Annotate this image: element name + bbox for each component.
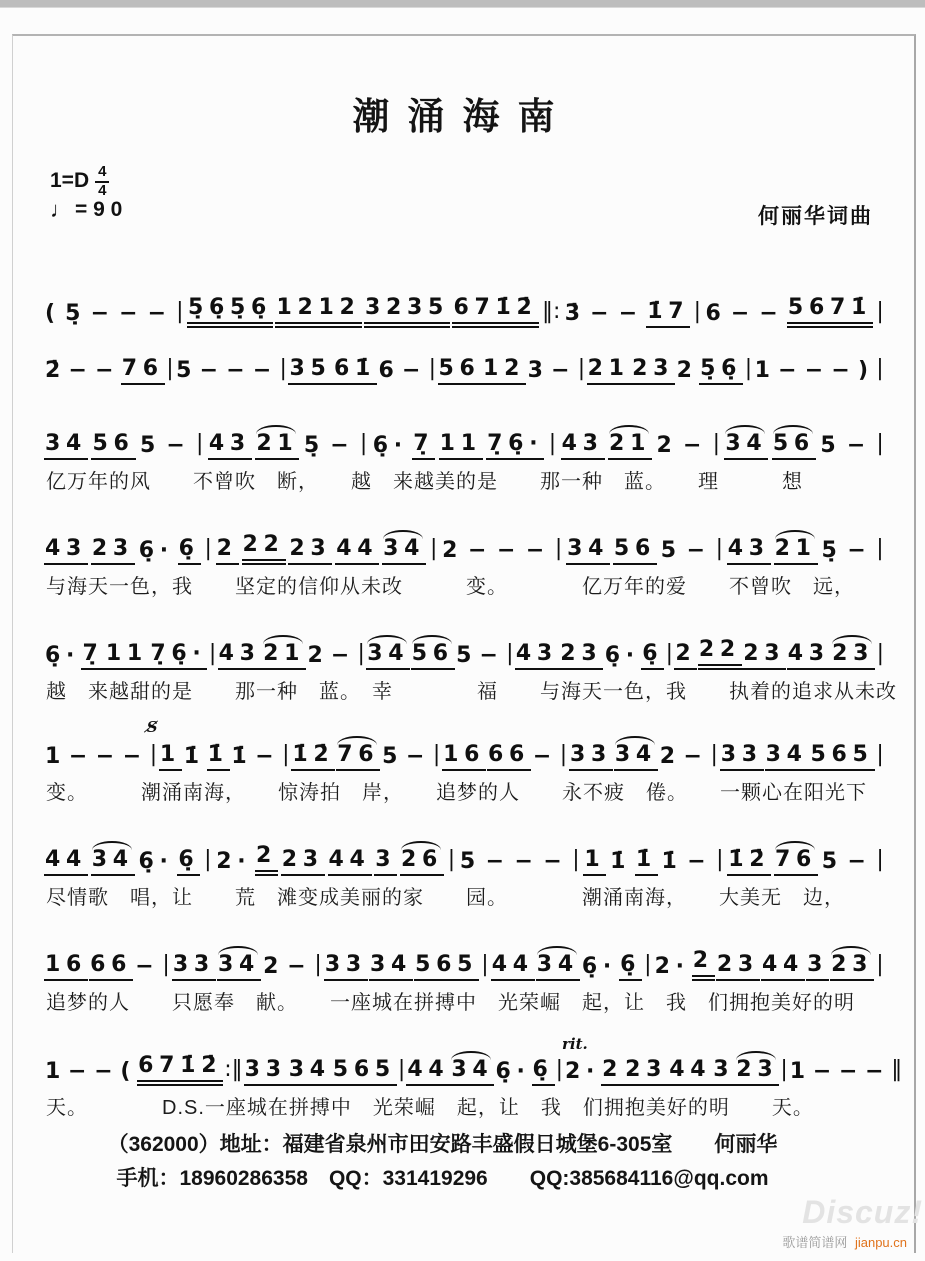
notation-line [44, 419, 885, 460]
barline: | [196, 431, 204, 456]
note: 6̣ [641, 643, 664, 670]
note: 2 [307, 643, 329, 668]
note: 2 [674, 643, 697, 670]
note: 26 [400, 849, 444, 876]
notation-line [44, 520, 885, 565]
note: 565 [414, 954, 479, 981]
note: 2 [255, 845, 278, 876]
note: 34 [369, 954, 413, 981]
barline: | [428, 356, 437, 381]
note: 56 [772, 433, 816, 460]
barline: | [876, 431, 884, 456]
note: 6̣ [532, 1059, 555, 1086]
footer-address: （362000）地址：福建省泉州市田安路丰盛假日城堡6-305室 何丽华 [107, 1133, 778, 1156]
lyrics-line: 追梦的人 只愿奉 献。 一座城在拼搏中 光荣崛 起，让 我 们拥抱美好的明 [46, 992, 855, 1014]
note: 23 [91, 538, 135, 565]
barline: | [554, 536, 563, 561]
barline: | [876, 299, 884, 324]
note: 1̇7 [646, 301, 690, 328]
note: 1̇ [635, 849, 658, 876]
note: 2 [601, 1059, 624, 1086]
barline: | [314, 952, 322, 977]
notation-line [44, 718, 885, 771]
tempo-value: = 9 0 [75, 198, 123, 221]
note: 3 [527, 358, 549, 383]
note: 2· [216, 849, 252, 874]
barline: | [204, 536, 212, 561]
note: 1̇ [231, 744, 253, 769]
note: − [778, 358, 803, 383]
note: 1̇ [207, 744, 230, 771]
notation-line [44, 1035, 903, 1086]
note: 23 [735, 1059, 779, 1086]
note: 11 [105, 643, 149, 670]
note: − [485, 849, 510, 874]
note: − [166, 433, 191, 458]
note: 565 [809, 744, 874, 771]
note: − [759, 301, 784, 326]
note: 5̣ [303, 433, 325, 458]
note: 6̣· [604, 643, 640, 668]
note: 22 [242, 534, 286, 565]
note: − [330, 433, 355, 458]
note: 44 [335, 538, 379, 565]
note: 56 [438, 358, 482, 385]
note: 5 [820, 433, 842, 458]
barline: | [876, 952, 884, 977]
barline: | [876, 847, 884, 872]
note: 5 [459, 849, 481, 874]
note: 66 [487, 744, 531, 771]
note: 33 [569, 744, 613, 771]
barline: | [429, 536, 438, 561]
note: 61̇ [333, 358, 377, 385]
note: 1 [789, 1059, 811, 1084]
note: 5̣ [821, 538, 843, 563]
note: 21 [774, 538, 818, 565]
note: 34 [44, 433, 88, 460]
note: 23 [559, 643, 603, 670]
note: 11 [439, 433, 483, 460]
site-url: jianpu.cn [854, 1235, 907, 1250]
barline: | [572, 847, 580, 872]
contact-footer [40, 1128, 845, 1195]
note: 6̣· [45, 643, 81, 668]
note: 56 [91, 433, 135, 460]
note: 2· [654, 954, 690, 979]
barline: | [282, 742, 290, 767]
note: 6̣ [619, 954, 642, 981]
notation-line [44, 344, 885, 385]
barline: | [559, 742, 568, 767]
barline: | [166, 356, 174, 381]
note: − [847, 538, 872, 563]
note: 671̇2̇ [137, 1055, 223, 1086]
note: 34 [724, 433, 768, 460]
note: ) [857, 358, 874, 383]
note: 3̇ [564, 301, 586, 326]
note: − [95, 358, 120, 383]
note: − [90, 301, 115, 326]
barline: | [665, 641, 674, 666]
barline: | [716, 847, 724, 872]
note: 56 [613, 538, 657, 565]
note: 5671̇ [787, 297, 873, 328]
note: − [730, 301, 756, 326]
note: − [119, 301, 144, 326]
note: 7̣6̣· [149, 643, 207, 670]
note: − [226, 358, 251, 383]
barline: | [162, 952, 170, 977]
note: 1 [45, 1059, 67, 1084]
barline: | [357, 641, 365, 666]
note: 43 [208, 433, 252, 460]
note: 5̣6̣5̣6̣ [187, 297, 273, 328]
note: − [199, 358, 224, 383]
barline: | [712, 431, 720, 456]
note: 2· rit. [562, 1035, 601, 1084]
barline: | [710, 742, 718, 767]
note: − [94, 1059, 119, 1084]
note: 23 [831, 643, 875, 670]
note: − [330, 643, 356, 668]
note: 6̣· [138, 538, 174, 563]
score-line [44, 625, 897, 704]
note: 35 [288, 358, 332, 385]
note: 43 [787, 643, 831, 670]
note: − [68, 744, 93, 769]
note: 1 [754, 358, 776, 383]
lyrics-line: 越 来越甜的是 那一种 蓝。 幸 福 与海天一色，我 执着的追求从未改 [46, 681, 897, 703]
score [44, 283, 903, 1146]
note: 1 [45, 744, 67, 769]
note: − [846, 433, 871, 458]
score-line [44, 520, 885, 599]
composer-credit: 何丽华词曲 [758, 205, 873, 228]
note: 44 [491, 954, 535, 981]
barline: | [447, 847, 456, 872]
site-watermark [782, 1232, 907, 1251]
note: 6 [705, 301, 727, 326]
barline: | [208, 641, 217, 666]
note: 23 [288, 538, 332, 565]
note: 34 [566, 538, 610, 565]
note: − [847, 849, 872, 874]
score-line [44, 283, 885, 328]
note: − [122, 744, 147, 769]
note: − [287, 954, 312, 979]
lyrics-line: 尽情歌 唱，让 荒 滩变成美丽的家 园。 潮涌南海， 大美无 边， [46, 887, 845, 909]
note: − [252, 358, 278, 383]
score-line [44, 718, 885, 805]
note: − [618, 301, 643, 326]
note: − [683, 744, 708, 769]
score-line [44, 344, 885, 385]
note: 12 [482, 358, 526, 385]
lyrics-line: 与海天一色，我 坚定的信仰从未改 变。 亿万年的爱 不曾吹 远， [46, 576, 855, 598]
note: − [479, 643, 504, 668]
note: − [831, 358, 856, 383]
discuz-watermark: Discuz! [802, 1194, 923, 1230]
barline: | [506, 641, 514, 666]
note: 43 [727, 538, 771, 565]
barline: | [176, 299, 184, 324]
note: − [532, 744, 557, 769]
note: 7̣6̣· [486, 433, 544, 460]
lyrics-line: 亿万年的风 不曾吹 断， 越 来越美的是 那一种 蓝。 理 想 [46, 471, 803, 493]
barline: | [397, 1057, 406, 1082]
note: ( [120, 1059, 137, 1084]
note: 44 [328, 849, 372, 876]
barline: | [876, 742, 884, 767]
note: 2 [263, 954, 285, 979]
note: − [514, 849, 539, 874]
note: 7̣ [412, 433, 435, 460]
note: 1̇ [183, 744, 205, 769]
note: 671̇2̇ [452, 297, 538, 328]
note: 16 [44, 954, 88, 981]
note: 2 [656, 433, 678, 458]
note: 43 [218, 643, 262, 670]
note: 565 [332, 1059, 397, 1086]
note: 1̇ [610, 849, 632, 874]
barline: | [693, 299, 702, 324]
note: ( [45, 301, 61, 326]
note: 21 [587, 358, 631, 385]
note: 44 [761, 954, 805, 981]
barline: | [744, 356, 753, 381]
note: 43 [561, 433, 605, 460]
note: 16 [442, 744, 486, 771]
note: − [543, 849, 568, 874]
note: 76 [336, 744, 380, 771]
note: − [68, 1059, 93, 1084]
note: 33 [324, 954, 368, 981]
key-signature-block [50, 162, 123, 223]
note: 5 [821, 849, 843, 874]
note: 5̣6̣ [699, 358, 743, 385]
barline: | [204, 847, 212, 872]
note: 34 [614, 744, 658, 771]
note: 23 [281, 849, 325, 876]
notation-line [44, 936, 885, 981]
note: 34 [765, 744, 809, 771]
barline: | [548, 431, 557, 456]
barline: | [577, 356, 586, 381]
note: 43 [515, 643, 559, 670]
note: 5̣ [65, 301, 87, 326]
note: 56 [411, 643, 455, 670]
note: 2̇ [45, 358, 67, 383]
note: 34 [366, 643, 410, 670]
key-row [50, 162, 122, 199]
note: 34 [91, 849, 135, 876]
barline: | [715, 536, 723, 561]
note: 6̣· [581, 954, 618, 979]
time-signature [95, 164, 109, 199]
barline: | [876, 536, 884, 561]
note: − [812, 1059, 837, 1084]
barline: | [279, 356, 287, 381]
note: 21 [608, 433, 652, 460]
note: 34 [450, 1059, 494, 1086]
note: 66 [89, 954, 133, 981]
note: 5 [176, 358, 198, 383]
note: − [496, 538, 522, 563]
barline: | [876, 641, 884, 666]
note: 1 [159, 744, 182, 771]
note: − [551, 358, 576, 383]
note: 34 [288, 1059, 332, 1086]
note: − [255, 744, 280, 769]
note: 23 [716, 954, 760, 981]
note: 5 [382, 744, 404, 769]
note: − [68, 358, 93, 383]
note: 2 [216, 538, 239, 565]
note: 6 [378, 358, 400, 383]
note: 5 [139, 433, 161, 458]
note: 23 [631, 358, 675, 385]
note: 1̇2̇ [291, 744, 335, 771]
note: 6̣ [178, 538, 201, 565]
note: 1̇2̇ [727, 849, 771, 876]
note: 76 [121, 358, 165, 385]
note: 22 [698, 639, 742, 670]
note: 21 [255, 433, 299, 460]
note: 23 [830, 954, 874, 981]
note: 33 [172, 954, 216, 981]
notation-line [44, 831, 885, 876]
footer-contact: 手机：18960286358 QQ：331419296 QQ:385684116@qq.com [116, 1166, 769, 1190]
note: − [147, 301, 172, 326]
score-line [44, 1035, 903, 1120]
barline: ‖: [541, 299, 561, 324]
note: − [682, 433, 708, 458]
note: 6̣· [138, 849, 174, 874]
score-line [44, 831, 885, 910]
note: 2 [659, 744, 681, 769]
note: − [95, 744, 120, 769]
tempo-row [50, 197, 122, 223]
scan-edge-top [0, 0, 925, 8]
note: − [838, 1059, 864, 1084]
barline: | [481, 952, 489, 977]
note: 3 [806, 954, 829, 981]
note: 21 [262, 643, 306, 670]
note: 34 [536, 954, 580, 981]
note: 3235 [364, 297, 450, 328]
note: 44 [44, 849, 88, 876]
lyrics-line: 天。 D.S.一座城在拼搏中 光荣崛 起，让 我 们拥抱美好的明 天。 [46, 1097, 814, 1119]
barline: | S̸ [146, 718, 158, 767]
note: 6̣· [495, 1059, 531, 1084]
note: 2 [692, 950, 715, 981]
note: 6̣· [372, 433, 408, 458]
note: 34 [382, 538, 426, 565]
quarter-note-icon: ♩ [50, 197, 72, 222]
note: − [402, 358, 427, 383]
note: − [525, 538, 551, 563]
note: 5 [660, 538, 682, 563]
note: 7̣ [81, 643, 104, 670]
note: − [135, 954, 160, 979]
note: − [865, 1059, 890, 1084]
barline: | [644, 952, 652, 977]
note: 1̇ [661, 849, 683, 874]
note: 2 [442, 538, 464, 563]
note: − [467, 538, 493, 563]
note: 23 [624, 1059, 668, 1086]
barline: | [555, 1057, 563, 1082]
note: − [590, 301, 615, 326]
note: 33 [720, 744, 764, 771]
notation-line [44, 625, 885, 670]
barline: ‖ [891, 1057, 903, 1082]
note: 2 [676, 358, 698, 383]
note: 76 [774, 849, 818, 876]
note: 6̣ [177, 849, 200, 876]
barline: | [432, 742, 441, 767]
song-title: 潮涌海南 [352, 94, 573, 138]
note: − [687, 849, 712, 874]
barline: | [876, 356, 884, 381]
time-signature-numerator: 4 [95, 164, 109, 183]
time-signature-denominator: 4 [98, 181, 107, 199]
key-signature: 1=D [50, 169, 90, 192]
note: 34 [217, 954, 261, 981]
annotation: S̸ [146, 718, 158, 736]
score-line [44, 936, 885, 1015]
note: − [686, 538, 711, 563]
note: 3 [374, 849, 397, 876]
note: 43 [44, 538, 88, 565]
notation-line [44, 283, 885, 328]
score-line [44, 419, 885, 494]
note: 33 [244, 1059, 288, 1086]
note: 44 [406, 1059, 450, 1086]
note: 3 [712, 1059, 735, 1086]
lyrics-line: 变。 潮涌南海， 惊涛拍 岸， 追梦的人 永不疲 倦。 一颗心在阳光下 [46, 782, 867, 804]
note: 23 [742, 643, 786, 670]
note: − [804, 358, 829, 383]
annotation: rit. [562, 1035, 588, 1053]
barline: | [780, 1057, 788, 1082]
note: − [405, 744, 431, 769]
note: 1212 [275, 297, 361, 328]
site-name: 歌谱简谱网 [782, 1235, 848, 1250]
barline: :‖ [224, 1057, 243, 1082]
note: 5 [456, 643, 478, 668]
note: 1 [583, 849, 606, 876]
barline: | [359, 431, 368, 456]
note: 44 [668, 1059, 712, 1086]
